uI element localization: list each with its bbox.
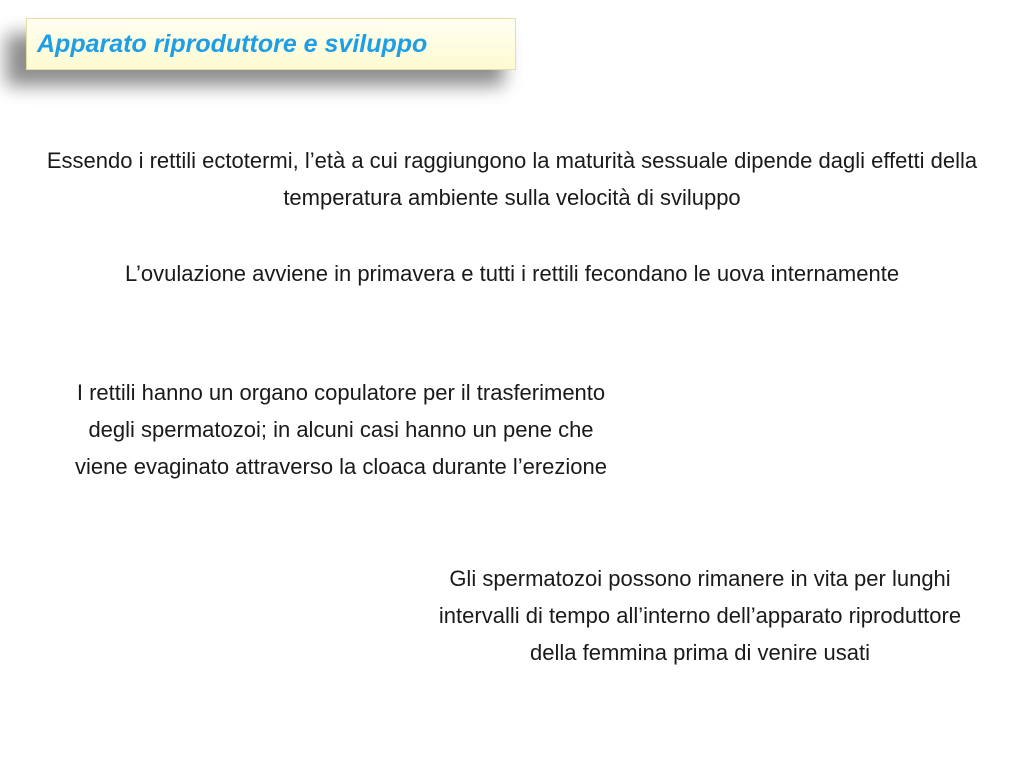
paragraph-copulatory-organ: I rettili hanno un organo copulatore per il trasferimento degli spermatozoi; in alcuni casi hanno un pene che viene evaginato attraverso la cloaca durante l’erezione [75,380,607,479]
slide-title: Apparato riproduttore e sviluppo [37,29,428,58]
paragraph-maturity: Essendo i rettili ectotermi, l’età a cui raggiungono la maturità sessuale dipende dagli effetti della temperatura ambiente sulla velocità di sviluppo [46,148,978,210]
title-box [26,18,516,70]
paragraph-ovulation: L’ovulazione avviene in primavera e tutti i rettili fecondano le uova internamente [124,261,900,286]
paragraph-sperm-storage: Gli spermatozoi possono rimanere in vita per lunghi intervalli di tempo all’interno dell’apparato riproduttore della femmina prima di venire usati [438,566,962,665]
